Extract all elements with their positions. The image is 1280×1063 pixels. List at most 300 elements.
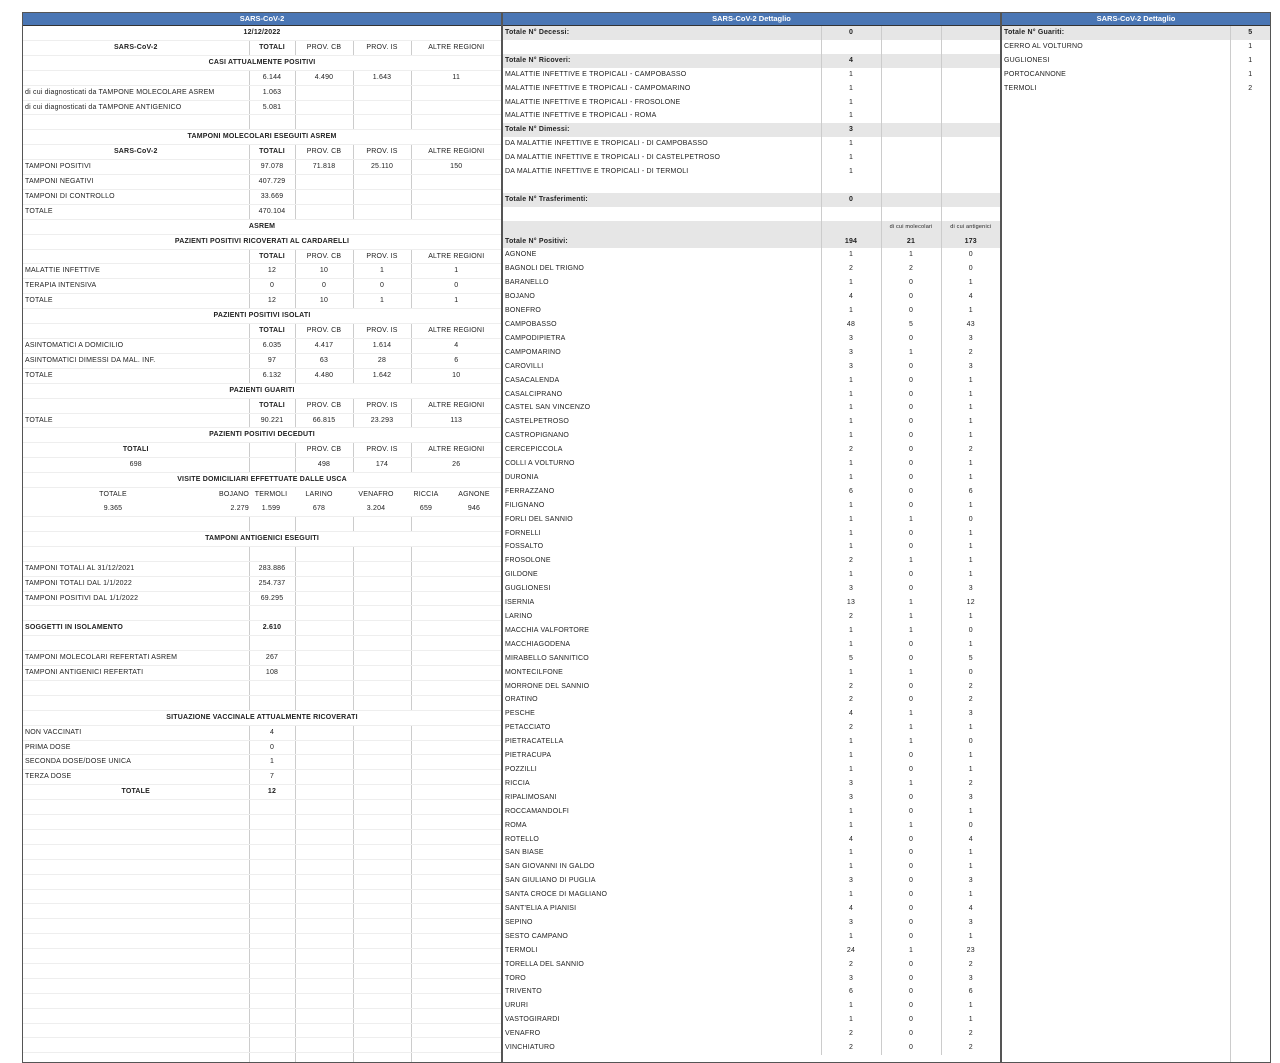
blank-row bbox=[1002, 748, 1270, 762]
cell bbox=[411, 919, 501, 934]
row-label: ROMA bbox=[503, 819, 821, 833]
value-altre: 113 bbox=[411, 413, 501, 428]
blank-row bbox=[1002, 151, 1270, 165]
blank-row bbox=[1002, 651, 1270, 665]
cell bbox=[249, 919, 295, 934]
cell bbox=[1230, 623, 1270, 637]
blank-row bbox=[1002, 387, 1270, 401]
value-total: 1 bbox=[821, 304, 881, 318]
row-label: MALATTIE INFETTIVE E TROPICALI - FROSOLONE bbox=[503, 96, 821, 110]
cell bbox=[295, 800, 353, 815]
row-label: TERMOLI bbox=[1002, 82, 1230, 96]
row-label: TOTALE bbox=[23, 204, 249, 219]
blank-row bbox=[1002, 276, 1270, 290]
cell bbox=[411, 115, 501, 130]
value-altre bbox=[411, 189, 501, 204]
cell bbox=[1230, 846, 1270, 860]
cell bbox=[23, 829, 249, 844]
detail-header: SARS-CoV-2 Dettaglio bbox=[503, 13, 1000, 26]
usca-heads bbox=[23, 488, 501, 502]
value-is bbox=[353, 85, 411, 100]
cell bbox=[411, 1023, 501, 1038]
row-value: 4 bbox=[249, 725, 295, 740]
value-ant: 4 bbox=[968, 905, 973, 913]
value-totali: 12 bbox=[249, 294, 295, 309]
cell bbox=[503, 221, 821, 235]
cell bbox=[249, 458, 295, 473]
cell bbox=[1230, 985, 1270, 999]
row-label: MACCHIA VALFORTORE bbox=[503, 624, 821, 638]
table-row bbox=[23, 666, 501, 681]
cell bbox=[353, 800, 411, 815]
cell bbox=[353, 755, 411, 770]
table-row bbox=[23, 339, 501, 354]
blank-row bbox=[1002, 332, 1270, 346]
comune-row bbox=[503, 499, 1000, 513]
cell bbox=[1002, 873, 1230, 887]
cell bbox=[295, 1023, 353, 1038]
row-label: TRIVENTO bbox=[503, 985, 821, 999]
value-ant bbox=[941, 26, 1000, 40]
cell bbox=[353, 964, 411, 979]
row-label: TAMPONI TOTALI DAL 1/1/2022 bbox=[23, 576, 249, 591]
cell bbox=[1002, 332, 1230, 346]
cell bbox=[353, 978, 411, 993]
row-label: MALATTIE INFETTIVE bbox=[23, 264, 249, 279]
col-is: PROV. IS bbox=[353, 145, 411, 160]
col-is: PROV. IS bbox=[353, 398, 411, 413]
table-row bbox=[23, 740, 501, 755]
value-ant bbox=[941, 54, 1000, 68]
comune-row bbox=[503, 540, 1000, 554]
row-label: FROSOLONE bbox=[503, 554, 821, 568]
cell bbox=[295, 561, 353, 576]
blank-row bbox=[1002, 776, 1270, 790]
cell bbox=[411, 651, 501, 666]
column-header-row bbox=[23, 398, 501, 413]
blank-row bbox=[1002, 1026, 1270, 1040]
value-ant bbox=[941, 96, 1000, 110]
value-totali: 6.132 bbox=[249, 368, 295, 383]
value-mol: 1 bbox=[881, 944, 941, 958]
value-total: 2 bbox=[821, 693, 881, 707]
value-ant: 3 bbox=[968, 877, 973, 885]
value-total: 1 bbox=[821, 527, 881, 541]
cell bbox=[249, 636, 295, 651]
value-total: 2 bbox=[821, 721, 881, 735]
value-ant: 0 bbox=[968, 265, 973, 273]
row-label: VINCHIATURO bbox=[503, 1041, 821, 1055]
value-ant: 1 bbox=[968, 640, 973, 648]
cell bbox=[411, 680, 501, 695]
blank-row bbox=[1002, 596, 1270, 610]
value-is: 1 bbox=[353, 294, 411, 309]
value-is: 174 bbox=[353, 458, 411, 473]
value-totali: 1.063 bbox=[249, 85, 295, 100]
value-totali: 33.669 bbox=[249, 189, 295, 204]
value-ant: 6 bbox=[968, 988, 973, 996]
cell bbox=[1002, 651, 1230, 665]
row-label: SESTO CAMPANO bbox=[503, 930, 821, 944]
value-ant bbox=[941, 123, 1000, 137]
value-mol: 5 bbox=[881, 318, 941, 332]
cell bbox=[295, 725, 353, 740]
value-ant: 1 bbox=[968, 432, 973, 440]
blank-row bbox=[1002, 929, 1270, 943]
usca-head: RICCIA bbox=[413, 491, 439, 499]
cell bbox=[411, 800, 501, 815]
value-ant bbox=[941, 82, 1000, 96]
isolati-title: PAZIENTI POSITIVI ISOLATI bbox=[23, 309, 501, 324]
cell bbox=[1002, 637, 1230, 651]
value-mol: 0 bbox=[881, 999, 941, 1013]
cell bbox=[295, 115, 353, 130]
value-mol: 0 bbox=[881, 582, 941, 596]
table-row bbox=[23, 621, 501, 636]
usca-head: BOJANO bbox=[219, 491, 249, 499]
summary-panel bbox=[22, 12, 502, 1063]
value-total: 13 bbox=[821, 596, 881, 610]
value-total: 3 bbox=[821, 777, 881, 791]
table-row bbox=[503, 68, 1000, 82]
comune-row bbox=[503, 693, 1000, 707]
value-mol: 1 bbox=[881, 610, 941, 624]
blank-row bbox=[1002, 165, 1270, 179]
value-total: 1 bbox=[821, 860, 881, 874]
value-total: 1 bbox=[821, 374, 881, 388]
trasferimenti-row bbox=[503, 193, 1000, 207]
vacc-total-row bbox=[23, 785, 501, 800]
value-mol: 0 bbox=[881, 276, 941, 290]
cell bbox=[1002, 707, 1230, 721]
blank-row bbox=[1002, 304, 1270, 318]
value-mol: 1 bbox=[881, 777, 941, 791]
section-title-row bbox=[23, 473, 501, 488]
usca-head: LARINO bbox=[305, 491, 333, 499]
cell bbox=[1002, 901, 1230, 915]
blank-row bbox=[1002, 860, 1270, 874]
value-altre bbox=[411, 85, 501, 100]
value-cb: 71.818 bbox=[295, 160, 353, 175]
table-row bbox=[23, 100, 501, 115]
comune-row bbox=[503, 791, 1000, 805]
blank-row bbox=[1002, 915, 1270, 929]
blank-row bbox=[1002, 901, 1270, 915]
value-totali: 12 bbox=[249, 264, 295, 279]
row-label: TAMPONI POSITIVI DAL 1/1/2022 bbox=[23, 591, 249, 606]
row-value: 7 bbox=[249, 770, 295, 785]
cell bbox=[1230, 873, 1270, 887]
blank-row bbox=[1002, 985, 1270, 999]
value-mol: 1 bbox=[881, 735, 941, 749]
casi-title: CASI ATTUALMENTE POSITIVI bbox=[23, 55, 501, 70]
cell bbox=[295, 651, 353, 666]
cell bbox=[23, 115, 249, 130]
vacc-total-label: TOTALE bbox=[23, 785, 249, 800]
value-total: 4 bbox=[821, 902, 881, 916]
row-label: CAMPOBASSO bbox=[503, 318, 821, 332]
row-label: PIETRACUPA bbox=[503, 749, 821, 763]
blank-row bbox=[1002, 679, 1270, 693]
section-title-row bbox=[23, 383, 501, 398]
cell bbox=[1002, 623, 1230, 637]
value-totali: 5.081 bbox=[249, 100, 295, 115]
row-label: CASTROPIGNANO bbox=[503, 429, 821, 443]
comune-row bbox=[503, 833, 1000, 847]
ricoverati-title: PAZIENTI POSITIVI RICOVERATI AL CARDARELLI bbox=[23, 234, 501, 249]
value-total: 2 bbox=[821, 610, 881, 624]
value-ant: 0 bbox=[968, 515, 973, 523]
comune-row bbox=[503, 777, 1000, 791]
blank-row bbox=[23, 695, 501, 710]
cell bbox=[411, 844, 501, 859]
cell bbox=[1230, 304, 1270, 318]
cell bbox=[295, 1053, 353, 1063]
value-is: 23.293 bbox=[353, 413, 411, 428]
value-ant bbox=[941, 151, 1000, 165]
value-mol: 0 bbox=[881, 443, 941, 457]
cell bbox=[1230, 1040, 1270, 1054]
row-label: SEPINO bbox=[503, 916, 821, 930]
blank-row bbox=[1002, 804, 1270, 818]
value-totali: 407.729 bbox=[249, 175, 295, 190]
cell bbox=[1230, 346, 1270, 360]
col-totali: TOTALI bbox=[23, 443, 249, 458]
cell bbox=[411, 606, 501, 621]
value-ant: 0 bbox=[968, 738, 973, 746]
value-altre bbox=[411, 100, 501, 115]
col-totali: TOTALI bbox=[249, 324, 295, 339]
value-total: 1 bbox=[821, 805, 881, 819]
cell bbox=[1002, 526, 1230, 540]
row-value: 2.610 bbox=[249, 621, 295, 636]
value-ant: 2 bbox=[968, 1030, 973, 1038]
cell bbox=[23, 978, 249, 993]
comune-row bbox=[503, 930, 1000, 944]
cell bbox=[295, 889, 353, 904]
value-mol: 1 bbox=[881, 596, 941, 610]
cell bbox=[249, 695, 295, 710]
row-label: RICCIA bbox=[503, 777, 821, 791]
cell bbox=[1230, 248, 1270, 262]
value-ant: 1 bbox=[968, 724, 973, 732]
value-cb bbox=[295, 189, 353, 204]
value-mol: 1 bbox=[881, 666, 941, 680]
cell bbox=[1230, 735, 1270, 749]
blank-row bbox=[503, 40, 1000, 54]
cell bbox=[1230, 1054, 1270, 1063]
vaccinale-title: SITUAZIONE VACCINALE ATTUALMENTE RICOVERATI bbox=[23, 710, 501, 725]
value-mol bbox=[881, 82, 941, 96]
blank-row bbox=[1002, 707, 1270, 721]
blank-row bbox=[1002, 623, 1270, 637]
blank-row bbox=[1002, 1012, 1270, 1026]
value-mol: 1 bbox=[881, 554, 941, 568]
cell bbox=[353, 517, 411, 532]
value-total: 1 bbox=[821, 68, 881, 82]
row-label: GUGLIONESI bbox=[1002, 54, 1230, 68]
row-label: TAMPONI POSITIVI bbox=[23, 160, 249, 175]
value-mol: 0 bbox=[881, 360, 941, 374]
cell bbox=[1230, 373, 1270, 387]
blank-row bbox=[23, 919, 501, 934]
cell bbox=[1230, 512, 1270, 526]
row-label: VASTOGIRARDI bbox=[503, 1013, 821, 1027]
cell bbox=[1230, 179, 1270, 193]
value-total: 1 bbox=[821, 763, 881, 777]
cell bbox=[1002, 818, 1230, 832]
value-mol: 0 bbox=[881, 429, 941, 443]
value-ant: 3 bbox=[968, 974, 973, 982]
blank-row bbox=[23, 115, 501, 130]
cell bbox=[295, 621, 353, 636]
cell bbox=[353, 636, 411, 651]
cell bbox=[1002, 318, 1230, 332]
value-is: 1.642 bbox=[353, 368, 411, 383]
blank-row bbox=[23, 874, 501, 889]
row-label bbox=[503, 207, 821, 221]
col-totali: TOTALI bbox=[249, 398, 295, 413]
value-ant bbox=[941, 137, 1000, 151]
value-mol: 0 bbox=[881, 805, 941, 819]
row-label: MORRONE DEL SANNIO bbox=[503, 680, 821, 694]
cell bbox=[1002, 276, 1230, 290]
value-altre: 1 bbox=[411, 264, 501, 279]
cell bbox=[1002, 179, 1230, 193]
summary-table bbox=[23, 26, 501, 1063]
blank-row bbox=[23, 993, 501, 1008]
cell bbox=[411, 621, 501, 636]
date-row bbox=[23, 26, 501, 40]
row-label bbox=[23, 70, 249, 85]
comune-row bbox=[503, 276, 1000, 290]
cell bbox=[1230, 234, 1270, 248]
cell bbox=[1230, 332, 1270, 346]
cell bbox=[1002, 137, 1230, 151]
row-label: CASALCIPRANO bbox=[503, 388, 821, 402]
cell bbox=[411, 889, 501, 904]
value-mol: 0 bbox=[881, 304, 941, 318]
blank-row bbox=[503, 207, 1000, 221]
blank-row bbox=[23, 844, 501, 859]
guariti-value: 5 bbox=[1230, 26, 1270, 40]
comune-row bbox=[503, 999, 1000, 1013]
cell bbox=[1230, 221, 1270, 235]
row-label: COLLI A VOLTURNO bbox=[503, 457, 821, 471]
blank-row bbox=[23, 1008, 501, 1023]
cell bbox=[1002, 790, 1230, 804]
cell bbox=[23, 919, 249, 934]
value-total: 1 bbox=[821, 638, 881, 652]
value-mol: 0 bbox=[881, 652, 941, 666]
table-row bbox=[503, 151, 1000, 165]
cell bbox=[1230, 901, 1270, 915]
cell bbox=[249, 606, 295, 621]
value-total: 3 bbox=[821, 332, 881, 346]
value-mol: 0 bbox=[881, 833, 941, 847]
cell bbox=[1230, 96, 1270, 110]
value-totali: 6.035 bbox=[249, 339, 295, 354]
cell bbox=[353, 725, 411, 740]
value-cb: 4.490 bbox=[295, 70, 353, 85]
value-total: 1 bbox=[821, 930, 881, 944]
value-total: 1 bbox=[821, 819, 881, 833]
blank-row bbox=[1002, 609, 1270, 623]
comune-row bbox=[503, 513, 1000, 527]
comune-row bbox=[503, 568, 1000, 582]
cell bbox=[353, 680, 411, 695]
row-label: MALATTIE INFETTIVE E TROPICALI - CAMPOBASSO bbox=[503, 68, 821, 82]
section-title-row bbox=[23, 130, 501, 145]
value-mol: 2 bbox=[881, 262, 941, 276]
value-ant: 3 bbox=[968, 362, 973, 370]
usca-head: TOTALE bbox=[99, 491, 127, 499]
row-label: ROCCAMANDOLFI bbox=[503, 805, 821, 819]
comune-row bbox=[503, 290, 1000, 304]
row-label: SAN GIULIANO DI PUGLIA bbox=[503, 874, 821, 888]
value-cb: 63 bbox=[295, 353, 353, 368]
comune-row bbox=[503, 666, 1000, 680]
comune-row bbox=[503, 805, 1000, 819]
row-label: Totale N° Trasferimenti: bbox=[503, 193, 821, 207]
blank-row bbox=[23, 1023, 501, 1038]
comune-row bbox=[503, 860, 1000, 874]
cell bbox=[353, 546, 411, 561]
cell bbox=[249, 889, 295, 904]
cell bbox=[353, 874, 411, 889]
cell bbox=[23, 606, 249, 621]
value-ant: 1 bbox=[968, 1002, 973, 1010]
column-header-row bbox=[23, 249, 501, 264]
cell bbox=[1002, 207, 1230, 221]
value-mol: 0 bbox=[881, 1013, 941, 1027]
value-total: 1 bbox=[821, 248, 881, 262]
col-altre: ALTRE REGIONI bbox=[411, 249, 501, 264]
cell bbox=[1002, 998, 1230, 1012]
value-altre: 6 bbox=[411, 353, 501, 368]
usca-head: TERMOLI bbox=[254, 491, 288, 499]
section-label bbox=[23, 249, 249, 264]
cell bbox=[1230, 554, 1270, 568]
cell bbox=[249, 517, 295, 532]
cell bbox=[1230, 790, 1270, 804]
value-cb: 10 bbox=[295, 264, 353, 279]
value-mol: 0 bbox=[881, 499, 941, 513]
section-title-row bbox=[23, 428, 501, 443]
blank-row bbox=[1002, 290, 1270, 304]
guariti-row bbox=[1002, 26, 1270, 40]
cell bbox=[23, 1038, 249, 1053]
value-ant bbox=[941, 165, 1000, 179]
blank-row bbox=[1002, 540, 1270, 554]
cell bbox=[1002, 748, 1230, 762]
value-mol: 0 bbox=[881, 791, 941, 805]
cell bbox=[249, 993, 295, 1008]
cell bbox=[1002, 832, 1230, 846]
cell bbox=[1230, 929, 1270, 943]
blank-row bbox=[1002, 109, 1270, 123]
value-total: 4 bbox=[821, 707, 881, 721]
usca-value: 1.599 bbox=[261, 505, 281, 513]
section-label bbox=[23, 324, 249, 339]
row-label: RIPALIMOSANI bbox=[503, 791, 821, 805]
value-ant bbox=[941, 68, 1000, 82]
usca-value: 9.365 bbox=[103, 505, 123, 513]
blank-row bbox=[1002, 790, 1270, 804]
row-label: MIRABELLO SANNITICO bbox=[503, 652, 821, 666]
value-cb: 10 bbox=[295, 294, 353, 309]
value-mol: 1 bbox=[881, 707, 941, 721]
